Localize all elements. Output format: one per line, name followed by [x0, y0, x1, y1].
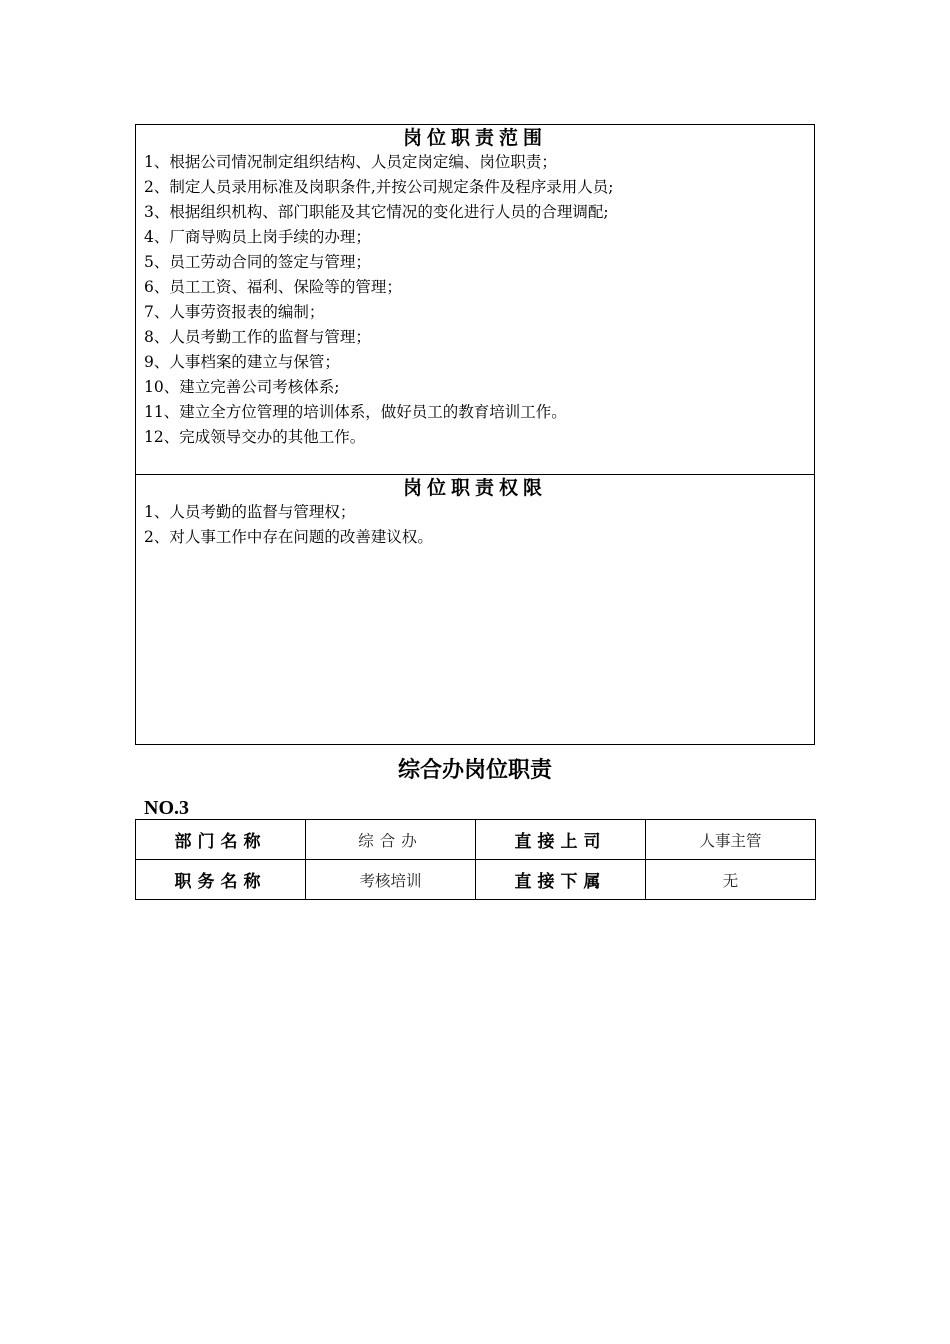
position-name-label: 职务名称: [136, 860, 306, 900]
position-info-table: [135, 819, 816, 900]
table-row: [136, 860, 816, 900]
duty-scope-item: 8、人员考勤工作的监督与管理；: [144, 328, 371, 346]
document-title: 综合办岗位职责: [397, 758, 552, 783]
duty-scope-list: [136, 150, 814, 450]
duty-scope-title: 岗位职责范围: [402, 127, 547, 149]
duty-authority-item: 2、对人事工作中存在问题的改善建议权。: [144, 528, 433, 546]
direct-superior-value: 人事主管: [646, 820, 816, 860]
duty-authority-title: 岗位职责权限: [402, 477, 547, 499]
duty-scope-item: 12、完成领导交办的其他工作。: [144, 428, 366, 446]
duty-scope-item: 1、根据公司情况制定组织结构、人员定岗定编、岗位职责；: [144, 153, 557, 171]
direct-superior-label: 直接上司: [476, 820, 646, 860]
duty-scope-item: 2、制定人员录用标准及岗职条件,并按公司规定条件及程序录用人员;: [144, 178, 614, 196]
duty-authority-list: [136, 500, 814, 550]
department-name-label: 部门名称: [136, 820, 306, 860]
department-name-value: 综合办: [306, 820, 476, 860]
duty-scope-item: 5、员工劳动合同的签定与管理；: [144, 253, 371, 271]
duty-authority-item: 1、人员考勤的监督与管理权；: [144, 503, 356, 521]
duty-scope-item: 11、建立全方位管理的培训体系，做好员工的教育培训工作。: [144, 403, 567, 421]
duty-scope-item: 4、厂商导购员上岗手续的办理；: [144, 228, 371, 246]
duty-scope-item: 7、人事劳资报表的编制；: [144, 303, 325, 321]
document-number: NO.3: [144, 797, 189, 819]
position-name-value: 考核培训: [306, 860, 476, 900]
duty-scope-item: 10、建立完善公司考核体系;: [144, 378, 340, 396]
duty-scope-item: 6、员工工资、福利、保险等的管理；: [144, 278, 402, 296]
duty-scope-box: [135, 124, 815, 475]
duty-authority-box: [135, 474, 815, 745]
direct-subordinate-value: 无: [646, 860, 816, 900]
direct-subordinate-label: 直接下属: [476, 860, 646, 900]
table-row: [136, 820, 816, 860]
duty-scope-item: 3、根据组织机构、部门职能及其它情况的变化进行人员的合理调配;: [144, 203, 609, 221]
duty-scope-item: 9、人事档案的建立与保管；: [144, 353, 340, 371]
